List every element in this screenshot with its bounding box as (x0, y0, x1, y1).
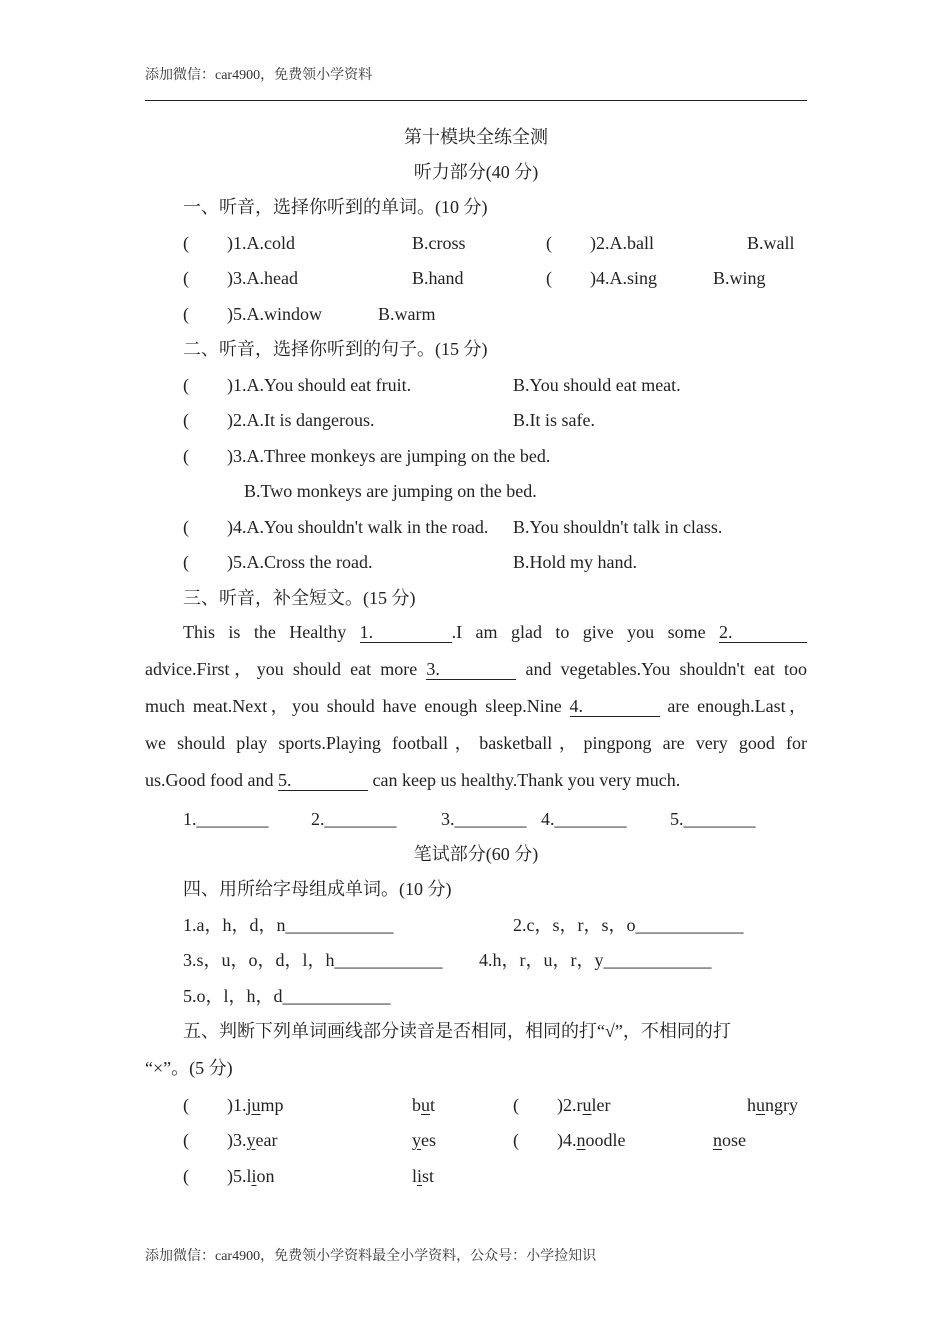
sec1-q3-option-b: B.hand (412, 268, 464, 288)
answer-blank-4[interactable]: 4.________ (541, 809, 627, 829)
answer-paren: ( (183, 268, 189, 288)
sec4-item-5[interactable]: 5.o，l，h，d____________ (183, 986, 391, 1006)
blank-number: 1. (359, 622, 374, 642)
answer-paren: ( (513, 1130, 519, 1150)
sec5-q1-word1 (227, 1093, 284, 1117)
sec5-q4-word2 (713, 1128, 746, 1152)
sec1-q5-option-a: )5.A.window (227, 304, 322, 324)
cloze-blank[interactable] (426, 659, 516, 680)
sec1-q2-option-b: B.wall (747, 233, 795, 253)
answer-blank-3[interactable]: 3.________ (441, 809, 527, 829)
cloze-passage (145, 614, 807, 799)
sec4-item-1[interactable]: 1.a，h，d，n____________ (183, 915, 394, 935)
sec2-q2-option-b: B.It is safe. (513, 410, 595, 430)
word-part: st (422, 1166, 435, 1186)
passage-text: .I am glad to give you some (451, 622, 719, 642)
answer-paren: ( (183, 233, 189, 253)
section2-heading: 二、听音，选择你听到的句子。(15 分) (183, 339, 488, 359)
passage-line (145, 762, 807, 799)
answer-paren: ( (183, 552, 189, 572)
underlined-letter: n (713, 1130, 722, 1150)
answer-blank-1[interactable]: 1.________ (183, 809, 269, 829)
underlined-letter: u (421, 1095, 430, 1115)
underlined-letter: i (251, 1166, 257, 1186)
sec5-q5-word2 (412, 1164, 434, 1188)
underlined-letter: n (576, 1130, 586, 1150)
passage-text: and vegetables.You shouldn't eat too (516, 659, 807, 679)
sec1-q4-option-a: )4.A.sing (590, 268, 657, 288)
listening-section-title: 听力部分(40 分) (413, 162, 539, 182)
sec2-q1-option-b: B.You should eat meat. (513, 375, 681, 395)
sec5-q5-word1 (227, 1164, 275, 1188)
word-part: ose (722, 1130, 746, 1150)
page-title: 第十模块全练全测 (404, 127, 548, 147)
word-part: ngry (765, 1095, 798, 1115)
word-part: )2.r (557, 1095, 583, 1115)
section1-heading: 一、听音，选择你听到的单词。(10 分) (183, 197, 488, 217)
written-section-title: 笔试部分(60 分) (413, 844, 539, 864)
sec1-q5-option-b: B.warm (378, 304, 436, 324)
passage-text: are enough.Last， (659, 696, 807, 716)
passage-line (145, 614, 807, 651)
answer-paren: ( (183, 446, 189, 466)
cloze-blank[interactable] (360, 622, 452, 643)
sec5-q3-word2 (412, 1128, 436, 1152)
sec5-q2-word1 (557, 1093, 610, 1117)
blank-number: 5. (278, 770, 292, 790)
page-footer: 添加微信：car4900，免费领小学资料最全小学资料，公众号：小学捡知识 (145, 1249, 597, 1264)
blank-number: 4. (569, 696, 584, 716)
answer-blank-2[interactable]: 2.________ (311, 809, 397, 829)
passage-text: us.Good food and (145, 770, 278, 790)
sec2-q4-option-a: )4.A.You shouldn't walk in the road. (227, 517, 489, 537)
word-part: on (256, 1166, 275, 1186)
word-part: )4. (557, 1130, 577, 1150)
word-part: ler (591, 1095, 611, 1115)
word-part: es (421, 1130, 436, 1150)
section4-heading: 四、用所给字母组成单词。(10 分) (183, 879, 452, 899)
answer-paren: ( (183, 410, 189, 430)
cloze-blank[interactable] (570, 696, 660, 717)
word-part: l (412, 1166, 418, 1186)
sec4-item-4[interactable]: 4.h，r，u，r，y____________ (479, 950, 712, 970)
sec5-q2-word2 (747, 1093, 798, 1117)
word-part: mp (260, 1095, 284, 1115)
sec1-q1-option-a: )1.A.cold (227, 233, 295, 253)
sec2-q5-option-a: )5.A.Cross the road. (227, 552, 373, 572)
sec5-q1-word2 (412, 1093, 435, 1117)
answer-paren: ( (183, 1166, 189, 1186)
sec1-q2-option-a: )2.A.ball (590, 233, 654, 253)
word-part: ear (255, 1130, 278, 1150)
sec5-q3-word1 (227, 1128, 277, 1152)
sec2-q2-option-a: )2.A.It is dangerous. (227, 410, 375, 430)
underlined-letter: y (246, 1130, 256, 1150)
blank-number: 3. (426, 659, 440, 679)
passage-line (145, 651, 807, 688)
answer-paren: ( (546, 268, 552, 288)
sec2-q1-option-a: )1.A.You should eat fruit. (227, 375, 412, 395)
cloze-blank[interactable] (278, 770, 368, 791)
passage-line: we should play sports.Playing football，basketball，pingpong are very good for (145, 733, 807, 753)
word-part: )3. (227, 1130, 247, 1150)
sec2-q3-option-b: B.Two monkeys are jumping on the bed. (244, 481, 537, 501)
answer-paren: ( (183, 375, 189, 395)
word-part: h (747, 1095, 756, 1115)
word-part: b (412, 1095, 421, 1115)
section5-heading-cont: “×”。(5 分) (145, 1058, 233, 1078)
answer-paren: ( (513, 1095, 519, 1115)
answer-blank-5[interactable]: 5.________ (670, 809, 756, 829)
section5-heading: 五、判断下列单词画线部分读音是否相同，相同的打“√”，不相同的打 (183, 1021, 731, 1041)
word-part: oodle (585, 1130, 626, 1150)
word-part: )5.l (227, 1166, 252, 1186)
sec4-item-2[interactable]: 2.c，s，r，s，o____________ (513, 915, 744, 935)
answer-paren: ( (183, 1130, 189, 1150)
blank-number: 2. (719, 622, 733, 642)
sec1-q3-option-a: )3.A.head (227, 268, 298, 288)
answer-paren: ( (183, 517, 189, 537)
header-divider (145, 100, 807, 101)
section3-heading: 三、听音，补全短文。(15 分) (183, 588, 416, 608)
answer-paren: ( (546, 233, 552, 253)
underlined-letter: u (756, 1095, 765, 1115)
underlined-letter: i (417, 1166, 423, 1186)
answer-paren: ( (183, 1095, 189, 1115)
word-part: t (430, 1095, 436, 1115)
sec5-q4-word1 (557, 1128, 626, 1152)
passage-text: can keep us healthy.Thank you very much. (368, 770, 681, 790)
answer-paren: ( (183, 304, 189, 324)
sec4-item-3[interactable]: 3.s，u，o，d，l，h____________ (183, 950, 443, 970)
sec1-q4-option-b: B.wing (713, 268, 766, 288)
page-header: 添加微信：car4900，免费领小学资料 (145, 68, 373, 83)
word-part: )1.j (227, 1095, 252, 1115)
passage-text: This is the Healthy (183, 622, 360, 642)
cloze-blank[interactable] (719, 622, 807, 643)
passage-text: much meat.Next，you should have enough sleep.Nine (145, 696, 570, 716)
sec2-q3-option-a: )3.A.Three monkeys are jumping on the bed. (227, 446, 551, 466)
sec2-q5-option-b: B.Hold my hand. (513, 552, 637, 572)
underlined-letter: y (412, 1130, 421, 1150)
passage-line (145, 688, 807, 725)
passage-text: advice.First，you should eat more (145, 659, 427, 679)
sec1-q1-option-b: B.cross (412, 233, 466, 253)
underlined-letter: u (582, 1095, 592, 1115)
sec2-q4-option-b: B.You shouldn't talk in class. (513, 517, 723, 537)
underlined-letter: u (251, 1095, 261, 1115)
